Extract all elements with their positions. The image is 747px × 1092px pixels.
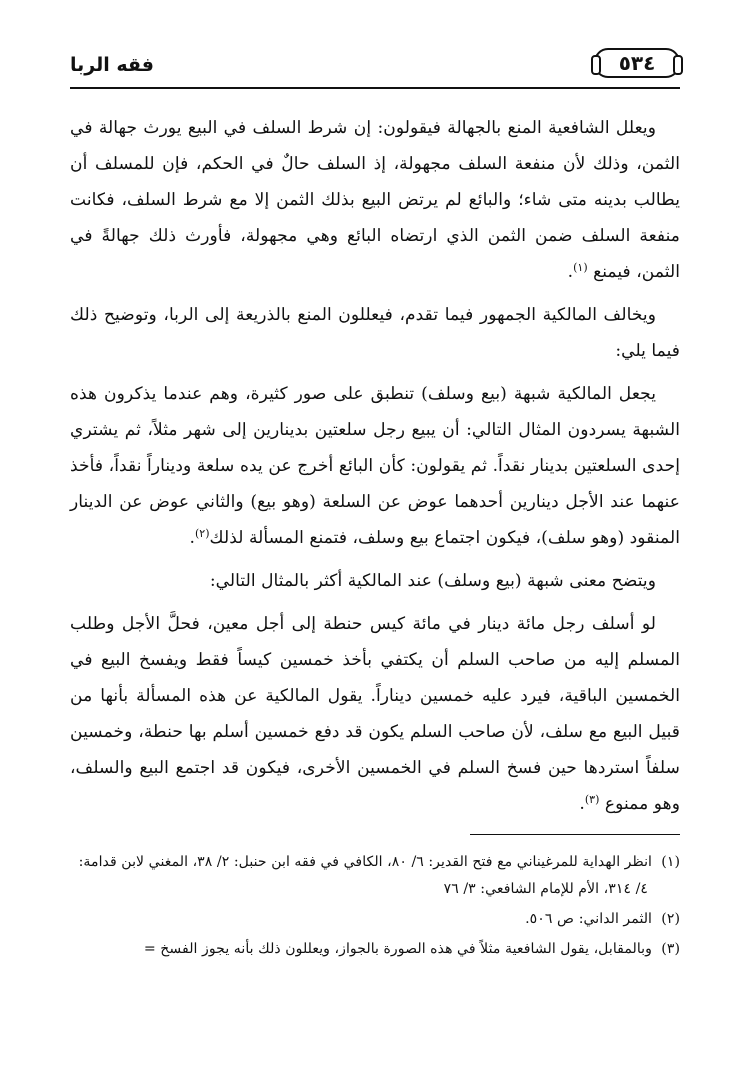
paragraph-tail: .: [567, 262, 574, 282]
page-number-frame: [594, 48, 680, 78]
body-text: [70, 110, 680, 822]
footnote-separator: [470, 834, 680, 835]
paragraph-3: [70, 376, 680, 556]
book-page: [70, 42, 680, 1052]
footnote-text: وبالمقابل، يقول الشافعية مثلاً في هذه الصورة بالجواز، ويعللون ذلك بأنه يجوز الفسخ =: [143, 941, 652, 957]
paragraph-tail: .: [579, 794, 585, 814]
footnote-ref-2[interactable]: (٢): [194, 527, 210, 540]
page-header: [70, 42, 680, 92]
paragraph-2: [70, 297, 680, 369]
running-title: فقه الربا: [70, 54, 154, 76]
footnote-number: (٢): [661, 911, 680, 927]
paragraph-text: يجعل المالكية شبهة (بيع وسلف) تنطبق على صور كثيرة، وهم عندما يذكرون هذه الشبهة يسردون المثال التالي: أن يبيع رجل سلعتين بدينارين إلى شهر مثلاً، ثم يشتري إحدى السلعتين بدينار نقداً. ثم يقولون: كأن البائع أخرج عن يده سلعة وديناراً نقداً، فأخذ عنهما عند الأجل دينارين أحدهما عوض عن السلعة (وهو بيع) والثاني عوض عن الدينار المنقود (وهو سلف)، فيكون اجتماع بيع وسلف، فتمنع المسألة لذلك: [70, 384, 680, 548]
paragraph-text: ويخالف المالكية الجمهور فيما تقدم، فيعللون المنع بالذريعة إلى الربا، وتوضيح ذلك فيما يلي:: [70, 305, 680, 361]
footnotes: [70, 849, 680, 963]
paragraph-tail: .: [189, 528, 195, 548]
header-rule: [70, 87, 680, 89]
footnote-text: انظر الهداية للمرغيناني مع فتح القدير: ٦/ ٨٠، الكافي في فقه ابن حنبل: ٢/ ٣٨، المغني لابن قدامة: ٤/ ٣١٤، الأم للإمام الشافعي: ٣/ ٧٦: [78, 854, 652, 897]
paragraph-4: [70, 563, 680, 599]
footnote-ref-3[interactable]: (٣): [584, 793, 600, 806]
footnote-text: الثمر الداني: ص ٥٠٦.: [525, 911, 652, 927]
footnote-1: [70, 849, 680, 903]
footnote-number: (١): [661, 854, 680, 870]
footnote-ref-1[interactable]: (١): [573, 261, 588, 274]
footnote-2: [70, 906, 680, 933]
paragraph-1: [70, 110, 680, 290]
paragraph-5: [70, 606, 680, 822]
paragraph-text: لو أسلف رجل مائة دينار في مائة كيس حنطة إلى أجل معين، فحلَّ الأجل وطلب المسلم إليه من صاحب السلم أن يكتفي بأخذ خمسين كيساً فقط ويفسخ البيع في الخمسين الباقية، فيرد عليه خمسين ديناراً. يقول المالكية عن هذه المسألة بأنها من قبيل البيع مع سلف، لأن صاحب السلم يكون قد دفع خمسين أسلم بها حنطة، وخمسين سلفاً استردها حين فسخ السلم في الخمسين الأخرى، فيكون قد اجتمع البيع والسلف، وهو ممنوع: [70, 614, 680, 814]
page-number: ٥٣٤: [618, 51, 656, 75]
paragraph-text: ويتضح معنى شبهة (بيع وسلف) عند المالكية أكثر بالمثال التالي:: [209, 571, 656, 591]
paragraph-text: ويعلل الشافعية المنع بالجهالة فيقولون: إن شرط السلف في البيع يورث جهالة في الثمن، وذلك لأن منفعة السلف مجهولة، إذ السلف حالٌ في الحكم، فإن للمسلف أن يطالب بدينه متى شاء؛ والبائع لم يرتض البيع بذلك الثمن إلا مع شرط السلف، فكانت منفعة السلف ضمن الثمن الذي ارتضاه البائع وهي مجهولة، فأورث ذلك جهالةً في الثمن، فيمنع: [70, 118, 680, 282]
footnote-3: [70, 936, 680, 963]
footnote-number: (٣): [661, 941, 680, 957]
